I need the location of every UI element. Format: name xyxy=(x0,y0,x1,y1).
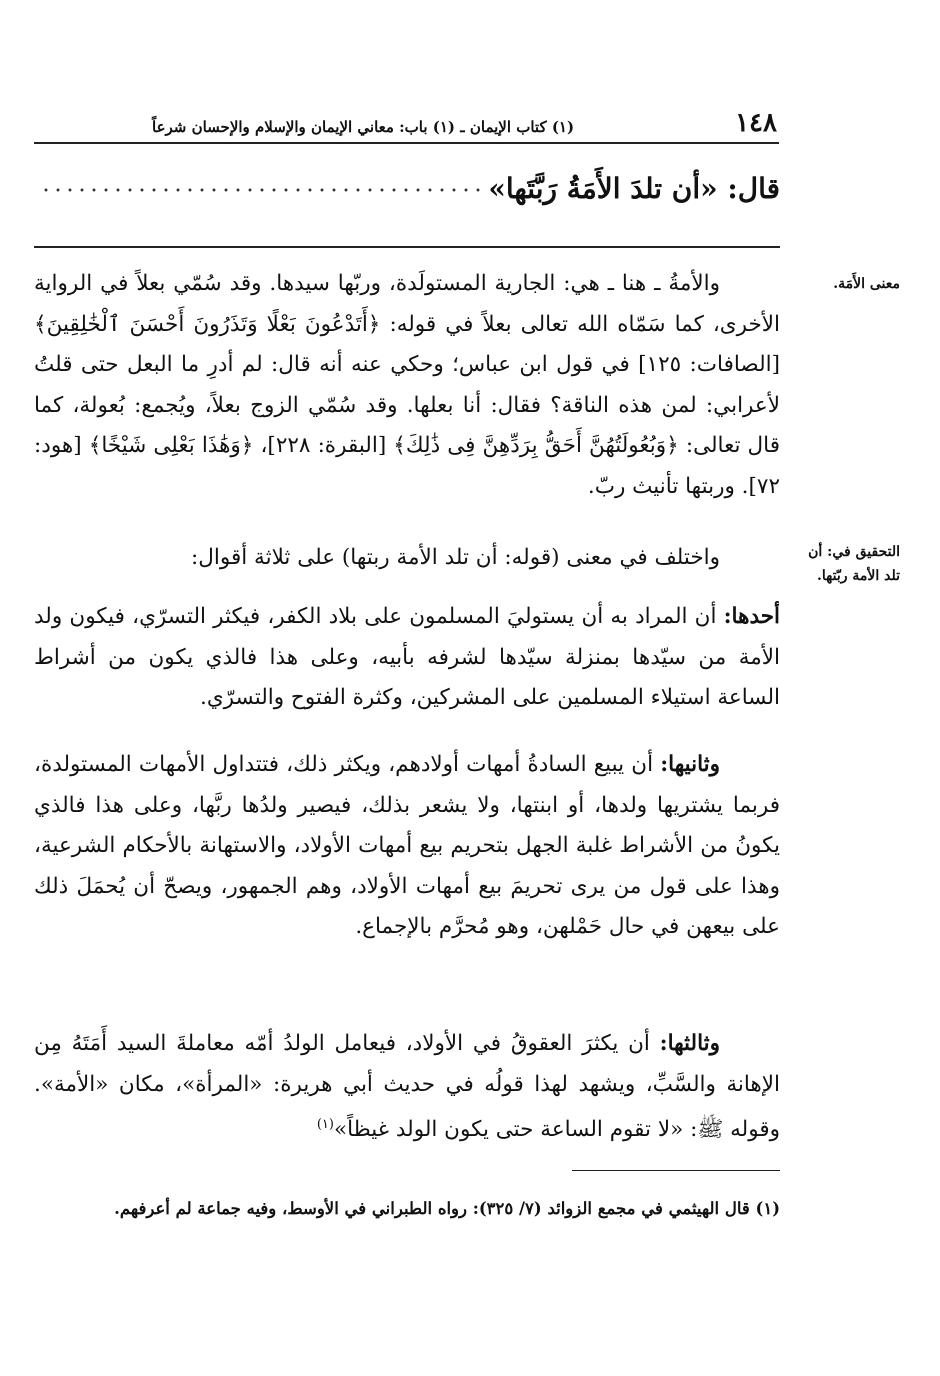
section-heading: قال: «أن تلدَ الأَمَةُ رَبَّتَها» xyxy=(488,172,780,205)
footnote-separator xyxy=(572,1170,780,1171)
paragraph-text: والأمةُ ـ هنا ـ هي: الجارية المستولَدة، وربّها سيدها. وقد سُمّي بعلاً في الرواية الأخرى، كما سَمّاه الله تعالى بعلاً في قوله: ﴿أَتَدْعُونَ بَعْلًا وَتَذَرُونَ أَحْسَنَ ٱلْخَٰلِقِينَ﴾ [الصافات: ١٢٥] في قول ابن عباس؛ وحكي عنه أنه قال: لم أدرِ ما البعل حتى قلتُ لأعرابي: لمن هذه الناقة؟ فقال: أنا بعلها. وقد سُمّي الزوج بعلاً، ويُجمع: بُعولة، كما قال تعالى: ﴿وَبُعُولَتُهُنَّ أَحَقُّ بِرَدِّهِنَّ فِى ذَٰلِكَ﴾ [البقرة: ٢٢٨]، ﴿وَهَٰذَا بَعْلِى شَيْخًا﴾ [هود: ٧٢]. وربتها تأنيث ربّ. xyxy=(34,271,780,499)
opinion-body: أن المراد به أن يستوليَ المسلمون على بلاد الكفر، فيكثر التسرّي، فيكون ولد الأمة من سيّدها بمنزلة سيّدها لشرفه بأبيه، وعلى هذا فالذي يكون من أشراط الساعة استيلاء المسلمين على المشركين، وكثرة الفتوح والتسرّي. xyxy=(34,604,780,710)
opinion-label: وثانيها: xyxy=(660,752,720,777)
page-number: ١٤٨ xyxy=(735,108,777,138)
paragraph-meaning xyxy=(34,264,780,507)
paragraph-second-opinion xyxy=(34,745,780,948)
paragraph-first-opinion xyxy=(34,597,780,719)
paragraph-text xyxy=(34,597,780,719)
paragraph-third-opinion xyxy=(34,1024,780,1151)
running-title: (١) كتاب الإيمان ـ (١) باب: معاني الإيمان والإسلام والإحسان شرعاً xyxy=(152,118,575,136)
opinion-label: وثالثها: xyxy=(659,1031,720,1056)
opinion-body: أن يبيع السادةُ أمهات أولادهم، ويكثر ذلك، فتتداول الأمهات المستولدة، فربما يشتريها ولدها، أو ابنتها، ولا يشعر بذلك، فيصير ولدُها ربَّها، وعلى هذا فالذي يكونُ من الأشراط غلبة الجهل بتحريم بيع أمهات الأولاد، والاستهانة بالأحكام الشرعية، وهذا على قول من يرى تحريمَ بيع أمهات الأولاد، وهم الجمهور، ويصحّ أن يُحمَلَ ذلك على بيعهن في حال حَمْلهن، وهو مُحرَّم بالإجماع. xyxy=(34,752,780,939)
margin-note-line: تلد الأمة ربّتها. xyxy=(817,568,900,584)
paragraph-text xyxy=(34,1024,780,1151)
opinion-label: أحدها: xyxy=(723,604,780,629)
paragraph-text: واختلف في معنى (قوله: أن تلد الأمة ربتها) على ثلاثة أقوال: xyxy=(191,545,720,570)
paragraph-text xyxy=(34,745,780,948)
heading-dotted-leader xyxy=(40,188,480,192)
footnote: (١) قال الهيثمي في مجمع الزوائد (٧/ ٣٢٥): رواه الطبراني في الأوسط، وفيه جماعة لم أعرفهم. xyxy=(114,1199,780,1218)
margin-note-investigation xyxy=(808,540,900,588)
opinion-body: أن يكثرَ العقوقُ في الأولاد، فيعامل الولدُ أمّه معاملةَ السيد أَمَتَهُ مِن الإهانة والسَّبِّ، ويشهد لهذا قولُه في حديث أبي هريرة: «المرأة»، مكان «الأمة». وقوله ﷺ: «لا تقوم الساعة حتى يكون الولد غيظاً» xyxy=(34,1031,780,1143)
paragraph-disagreement xyxy=(34,538,780,579)
margin-note-line: التحقيق في: أن xyxy=(808,544,900,560)
footnote-reference: (١) xyxy=(316,1117,334,1132)
margin-note-meaning-of-amah: معنى الأَمَة. xyxy=(833,276,900,292)
running-header xyxy=(34,108,779,144)
heading-divider xyxy=(34,246,780,248)
